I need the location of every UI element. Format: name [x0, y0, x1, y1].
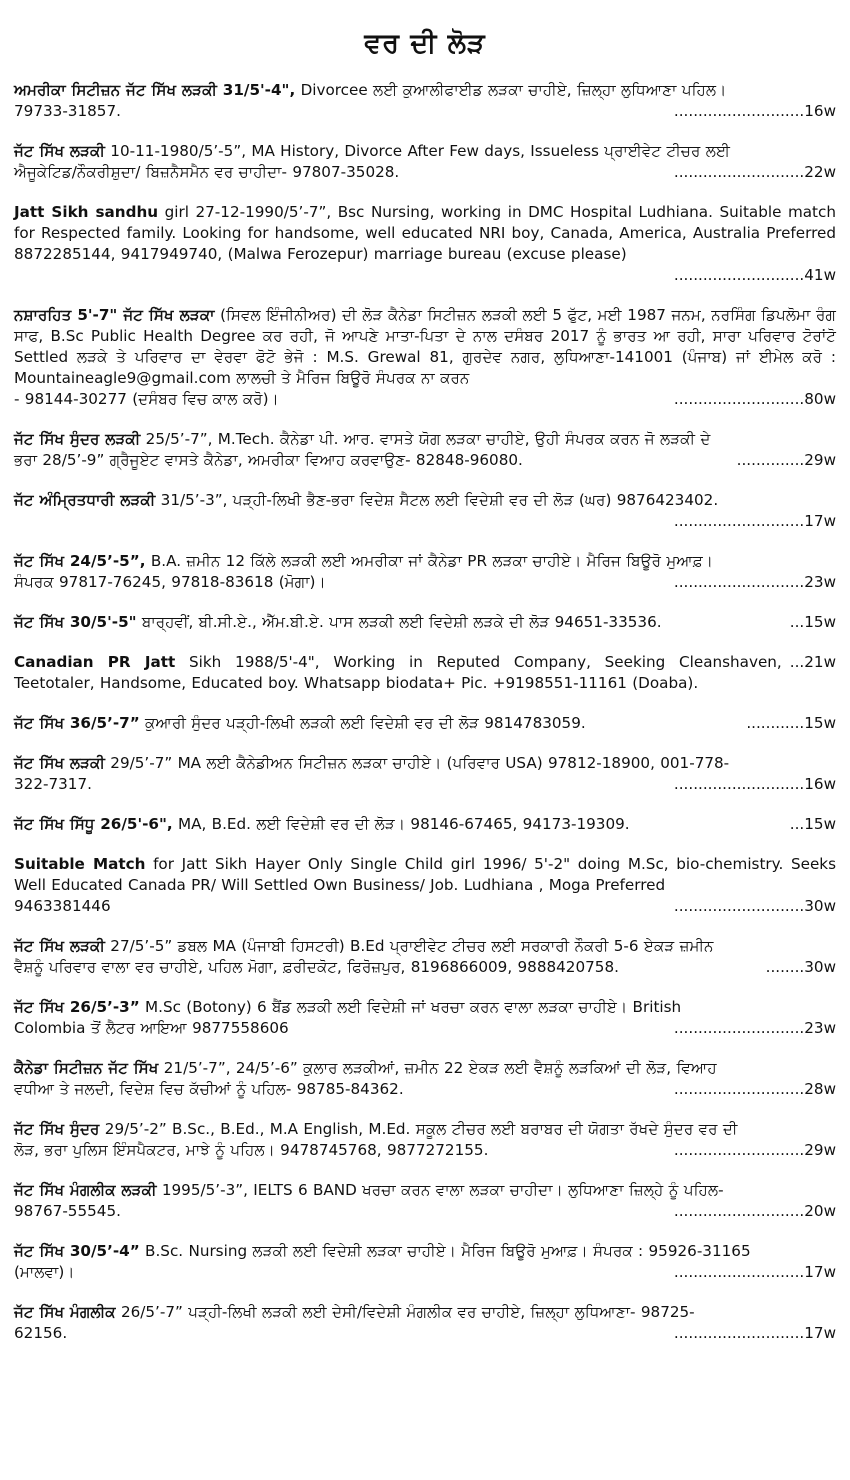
ad-code: ........30w [765, 958, 836, 976]
ad-lead: ਜੱਟ ਅੰਮ੍ਰਿਤਧਾਰੀ ਲੜਕੀ [14, 491, 156, 509]
ad-lead: ਜੱਟ ਸਿੱਖ ਲੜਕੀ [14, 142, 105, 160]
ad-lead: ਜੱਟ ਸਿੱਖ ਸਿੱਧੂ 26/5'-6", [14, 815, 173, 833]
matrimonial-ad [14, 814, 836, 835]
matrimonial-ad [14, 936, 836, 978]
ad-code: ...........................29w [673, 1141, 836, 1159]
ad-text [14, 1058, 836, 1079]
ad-body: MA, B.Ed. ਲਈ ਵਿਦੇਸ਼ੀ ਵਰ ਦੀ ਲੋੜ। 98146-67465, 94173-19309. [172, 815, 630, 833]
ad-body: 21/5’-7”, 24/5’-6” ਕੁਲਾਰ ਲੜਕੀਆਂ, ਜ਼ਮੀਨ 22 ਏਕੜ ਲਈ ਵੈਸ਼ਨੂੰ ਲੜਕਿਆਂ ਦੀ ਲੋੜ, ਵਿਆਹ [158, 1059, 717, 1077]
ad-body: Divorcee ਲਈ ਕੁਆਲੀਫਾਈਡ ਲੜਕਾ ਚਾਹੀਏ, ਜ਼ਿਲ੍ਹਾ ਲੁਧਿਆਣਾ ਪਹਿਲ। [295, 81, 727, 99]
ad-text [14, 490, 836, 511]
ad-text [14, 854, 836, 896]
ad-code: ...15w [789, 815, 836, 833]
ad-text [14, 80, 836, 101]
ad-row [14, 814, 836, 835]
ad-text [14, 713, 586, 734]
ad-body: girl 27-12-1990/5’-7”, Bsc Nursing, working in DMC Hospital Ludhiana. Suitable match for Respected family. Looking for handsome, well educated NRI boy, Canada, America, Australia Preferred 8872285144, 9417949740, (Malwa Ferozepur) marriage bureau (excuse please) [14, 203, 836, 263]
ad-lead: ਜੱਟ ਸਿੱਖ 24/5’-5”, [14, 552, 146, 570]
ad-row [14, 1140, 836, 1161]
ad-tail: ਲੋੜ, ਭਰਾ ਪੁਲਿਸ ਇੰਸਪੈਕਟਰ, ਮਾਝੇ ਨੂੰ ਪਹਿਲ। 9478745768, 9877272155. [14, 1141, 489, 1159]
ad-row [14, 713, 836, 734]
ad-tail: 9463381446 [14, 897, 111, 915]
ad-text [14, 1241, 836, 1262]
ad-body: Sikh 1988/5'-4", Working in Reputed Company, Seeking Cleanshaven, Teetotaler, Handsome, Educated boy. Whatsapp biodata+ Pic. +9198551-11161 (Doaba). [14, 653, 782, 692]
ad-body: ਕੁਆਰੀ ਸੁੰਦਰ ਪੜ੍ਹੀ-ਲਿਖੀ ਲੜਕੀ ਲਈ ਵਿਦੇਸ਼ੀ ਵਰ ਦੀ ਲੋੜ 9814783059. [139, 714, 586, 732]
ad-lead: ਜੱਟ ਸਿੱਖ ਲੜਕੀ [14, 754, 105, 772]
ad-row [14, 896, 836, 917]
page-title: ਵਰ ਦੀ ਲੋੜ [364, 28, 486, 59]
matrimonial-ad [14, 1119, 836, 1161]
matrimonial-ad [14, 1058, 836, 1100]
ad-body: for Jatt Sikh Hayer Only Single Child girl 1996/ 5'-2" doing M.Sc, bio-chemistry. Seeks Well Educated Canada PR/ Will Settled Own Business/ Job. Ludhiana , Moga Preferred [14, 855, 836, 894]
ad-row [14, 1323, 836, 1344]
ad-text [14, 1119, 836, 1140]
ad-code: ...........................17w [673, 512, 836, 530]
ad-text [14, 551, 836, 572]
ad-body: ਬਾਰ੍ਹਵੀਂ, ਬੀ.ਸੀ.ਏ., ਐੱਮ.ਬੀ.ਏ. ਪਾਸ ਲੜਕੀ ਲਈ ਵਿਦੇਸ਼ੀ ਲੜਕੇ ਦੀ ਲੋੜ 94651-33536. [136, 613, 662, 631]
ad-row [14, 572, 836, 593]
ad-tail: 62156. [14, 1324, 68, 1342]
ad-code: ...21w [789, 653, 836, 671]
ad-tail: 79733-31857. [14, 102, 121, 120]
ad-body: B.A. ਜ਼ਮੀਨ 12 ਕਿੱਲੇ ਲੜਕੀ ਲਈ ਅਮਰੀਕਾ ਜਾਂ ਕੈਨੇਡਾ PR ਲੜਕਾ ਚਾਹੀਏ। ਮੈਰਿਜ ਬਿਊਰੋ ਮੁਆਫ਼। [145, 552, 714, 570]
ad-tail: ਸੰਪਰਕ 97817-76245, 97818-83618 (ਮੋਗਾ)। [14, 573, 326, 591]
ad-code: ...........................23w [673, 1019, 836, 1037]
ad-code: ...........................16w [673, 775, 836, 793]
ad-row [14, 774, 836, 795]
ad-row [14, 1079, 836, 1100]
ad-body: B.Sc. Nursing ਲੜਕੀ ਲਈ ਵਿਦੇਸ਼ੀ ਲੜਕਾ ਚਾਹੀਏ। ਮੈਰਿਜ ਬਿਊਰੋ ਮੁਆਫ਼। ਸੰਪਰਕ : 95926-31165 [139, 1242, 751, 1260]
ad-body: 27/5’-5” ਡਬਲ MA (ਪੰਜਾਬੀ ਹਿਸਟਰੀ) B.Ed ਪ੍ਰਾਈਵੇਟ ਟੀਚਰ ਲਈ ਸਰਕਾਰੀ ਨੌਕਰੀ 5-6 ਏਕੜ ਜ਼ਮੀਨ [104, 937, 714, 955]
ad-lead: ਜੱਟ ਸਿੱਖ ਲੜਕੀ [14, 937, 105, 955]
ad-lead: ਜੱਟ ਸਿੱਖ 30/5’-4” [14, 1242, 140, 1260]
ad-text [14, 1302, 836, 1323]
ad-lead: ਕੈਨੇਡਾ ਸਿਟੀਜ਼ਨ ਜੱਟ ਸਿੱਖ [14, 1059, 159, 1077]
ad-text [14, 305, 836, 389]
matrimonial-ad [14, 202, 836, 286]
matrimonial-ad [14, 305, 836, 410]
ad-text [14, 1180, 836, 1201]
ad-code: ...........................23w [673, 573, 836, 591]
matrimonial-ad [14, 551, 836, 593]
ad-code: ...........................41w [673, 266, 836, 284]
ad-lead: ਜੱਟ ਸਿੱਖ ਸੁੰਦਰ ਲੜਕੀ [14, 430, 141, 448]
ad-body: (ਸਿਵਲ ਇੰਜੀਨੀਅਰ) ਦੀ ਲੋੜ ਕੈਨੇਡਾ ਸਿਟੀਜ਼ਨ ਲੜਕੀ ਲਈ 5 ਫੁੱਟ, ਮਈ 1987 ਜਨਮ, ਨਰਸਿੰਗ ਡਿਪਲੋਮਾ ਰੰਗ ਸਾਫ, B.Sc Public Health Degree ਕਰ ਰਹੀ, ਜੋ ਆਪਣੇ ਮਾਤਾ-ਪਿਤਾ ਦੇ ਨਾਲ ਦਸੰਬਰ 2017 ਨੂੰ ਭਾਰਤ ਆ ਰਹੀ, ਸਾਰਾ ਪਰਿਵਾਰ ਟੋਰਾਂਟੋ Settled ਲੜਕੇ ਤੇ ਪਰਿਵਾਰ ਦਾ ਵੇਰਵਾ ਫੋਟੋ ਭੇਜੋ : M.S. Grewal 81, ਗੁਰਦੇਵ ਨਗਰ, ਲੁਧਿਆਣਾ-141001 (ਪੰਜਾਬ) ਜਾਂ ਈਮੇਲ ਕਰੋ : Mountaineagle9@gmail.com ਲਾਲਚੀ ਤੇ ਮੈਰਿਜ ਬਿਊਰੋ ਸੰਪਰਕ ਨਾ ਕਰਨ [14, 306, 836, 387]
ad-lead: ਨਸ਼ਾਰਹਿਤ 5'-7" ਜੱਟ ਸਿੱਖ ਲੜਕਾ [14, 306, 215, 324]
ad-text [14, 612, 662, 633]
ad-text [14, 997, 836, 1018]
matrimonial-ad [14, 612, 836, 633]
ad-code: ...........................20w [673, 1202, 836, 1220]
ad-lead: ਜੱਟ ਸਿੱਖ 36/5’-7” [14, 714, 140, 732]
matrimonial-ad [14, 854, 836, 917]
ad-code: ...........................16w [673, 102, 836, 120]
ad-tail: - 98144-30277 (ਦਸੰਬਰ ਵਿਚ ਕਾਲ ਕਰੋ)। [14, 390, 279, 408]
matrimonial-ad [14, 80, 836, 122]
matrimonial-ad [14, 753, 836, 795]
matrimonial-ad [14, 997, 836, 1039]
ad-code: ...........................28w [673, 1080, 836, 1098]
ad-tail: (ਮਾਲਵਾ)। [14, 1263, 75, 1281]
matrimonial-ad [14, 1302, 836, 1344]
ad-body: M.Sc (Botony) 6 ਬੈਂਡ ਲੜਕੀ ਲਈ ਵਿਦੇਸ਼ੀ ਜਾਂ ਖਰਚਾ ਕਰਨ ਵਾਲਾ ਲੜਕਾ ਚਾਹੀਏ। British [139, 998, 682, 1016]
ad-tail: 322-7317. [14, 775, 92, 793]
ad-lead: ਜੱਟ ਸਿੱਖ 26/5’-3” [14, 998, 140, 1016]
ad-lead: ਜੱਟ ਸਿੱਖ 30/5'-5" [14, 613, 137, 631]
ad-tail: ਐਜੂਕੇਟਿਡ/ਨੌਕਰੀਸ਼ੁਦਾ/ ਬਿਜ਼ਨੈਸਮੈਨ ਵਰ ਚਾਹੀਦਾ- 97807-35028. [14, 163, 400, 181]
ad-body: 1995/5’-3”, IELTS 6 BAND ਖਰਚਾ ਕਰਨ ਵਾਲਾ ਲੜਕਾ ਚਾਹੀਦਾ। ਲੁਧਿਆਣਾ ਜ਼ਿਲ੍ਹੇ ਨੂੰ ਪਹਿਲ- [156, 1181, 724, 1199]
ad-text [14, 202, 836, 265]
ad-lead: ਅਮਰੀਕਾ ਸਿਟੀਜ਼ਨ ਜੱਟ ਸਿੱਖ ਲੜਕੀ 31/5'-4", [14, 81, 296, 99]
ad-row [14, 1018, 836, 1039]
ad-text [14, 141, 836, 162]
matrimonial-ad [14, 490, 836, 532]
ad-lead: ਜੱਟ ਸਿੱਖ ਮੰਗਲੀਕ [14, 1303, 116, 1321]
ad-row [14, 652, 836, 694]
ad-text [14, 652, 782, 694]
ad-tail: Colombia ਤੋਂ ਲੈਟਰ ਆਇਆ 9877558606 [14, 1019, 289, 1037]
matrimonial-ad [14, 1241, 836, 1283]
ad-row [14, 101, 836, 122]
matrimonial-ad [14, 141, 836, 183]
ad-body: 10-11-1980/5’-5”, MA History, Divorce After Few days, Issueless ਪ੍ਰਾਈਵੇਟ ਟੀਚਰ ਲਈ [104, 142, 731, 160]
matrimonial-ad [14, 713, 836, 734]
ad-row [14, 389, 836, 410]
ad-body: 31/5’-3”, ਪੜ੍ਹੀ-ਲਿਖੀ ਭੈਣ-ਭਰਾ ਵਿਦੇਸ਼ ਸੈਟਲ ਲਈ ਵਿਦੇਸ਼ੀ ਵਰ ਦੀ ਲੋੜ (ਘਰ) 9876423402. [155, 491, 719, 509]
matrimonial-ad [14, 652, 836, 694]
ad-text [14, 936, 836, 957]
ad-row [14, 162, 836, 183]
ad-tail: ਭਰਾ 28/5’-9” ਗ੍ਰੈਜੂਏਟ ਵਾਸਤੇ ਕੈਨੇਡਾ, ਅਮਰੀਕਾ ਵਿਆਹ ਕਰਵਾਉਣ- 82848-96080. [14, 451, 523, 469]
ad-text [14, 429, 836, 450]
ad-body: 25/5’-7”, M.Tech. ਕੈਨੇਡਾ ਪੀ. ਆਰ. ਵਾਸਤੇ ਯੋਗ ਲੜਕਾ ਚਾਹੀਏ, ਉਹੀ ਸੰਪਰਕ ਕਰਨ ਜੋ ਲੜਕੀ ਦੇ [140, 430, 711, 448]
ads-list [14, 80, 836, 1344]
ad-tail: ਵਧੀਆ ਤੇ ਜਲਦੀ, ਵਿਦੇਸ਼ ਵਿਚ ਕੱਚੀਆਂ ਨੂੰ ਪਹਿਲ- 98785-84362. [14, 1080, 404, 1098]
ad-lead: Canadian PR Jatt [14, 653, 176, 671]
ad-tail: 98767-55545. [14, 1202, 121, 1220]
ad-code: ...........................17w [673, 1324, 836, 1342]
ad-code: ..............29w [736, 451, 836, 469]
ad-tail: ਵੈਸ਼ਨੂੰ ਪਰਿਵਾਰ ਵਾਲਾ ਵਰ ਚਾਹੀਏ, ਪਹਿਲ ਮੋਗਾ, ਫ਼ਰੀਦਕੋਟ, ਫਿਰੋਜ਼ਪੁਰ, 8196866009, 9888420758. [14, 958, 619, 976]
ad-row [14, 1201, 836, 1222]
ad-body: 26/5’-7” ਪੜ੍ਹੀ-ਲਿਖੀ ਲੜਕੀ ਲਈ ਦੇਸੀ/ਵਿਦੇਸ਼ੀ ਮੰਗਲੀਕ ਵਰ ਚਾਹੀਏ, ਜ਼ਿਲ੍ਹਾ ਲੁਧਿਆਣਾ- 98725- [115, 1303, 695, 1321]
ad-code: ...........................17w [673, 1263, 836, 1281]
ad-text [14, 753, 836, 774]
ad-body: 29/5’-7” MA ਲਈ ਕੈਨੇਡੀਅਨ ਸਿਟੀਜ਼ਨ ਲੜਕਾ ਚਾਹੀਏ। (ਪਰਿਵਾਰ USA) 97812-18900, 001-778- [104, 754, 730, 772]
ad-code: ...15w [789, 613, 836, 631]
ad-code: ............15w [746, 714, 836, 732]
ad-code: ...........................30w [673, 897, 836, 915]
ad-lead: ਜੱਟ ਸਿੱਖ ਸੁੰਦਰ [14, 1120, 100, 1138]
ad-row [14, 1262, 836, 1283]
ad-text [14, 814, 630, 835]
ad-row [14, 957, 836, 978]
matrimonial-ad [14, 1180, 836, 1222]
ad-code: ...........................22w [673, 163, 836, 181]
ad-lead: Suitable Match [14, 855, 146, 873]
ad-body: 29/5’-2” B.Sc., B.Ed., M.A English, M.Ed. ਸਕੂਲ ਟੀਚਰ ਲਈ ਬਰਾਬਰ ਦੀ ਯੋਗਤਾ ਰੱਖਦੇ ਸੁੰਦਰ ਵਰ ਦੀ [99, 1120, 738, 1138]
matrimonial-ad [14, 429, 836, 471]
ad-code: ...........................80w [673, 390, 836, 408]
ad-lead: ਜੱਟ ਸਿੱਖ ਮੰਗਲੀਕ ਲੜਕੀ [14, 1181, 157, 1199]
ad-row [14, 612, 836, 633]
ad-row [14, 450, 836, 471]
ad-lead: Jatt Sikh sandhu [14, 203, 159, 221]
